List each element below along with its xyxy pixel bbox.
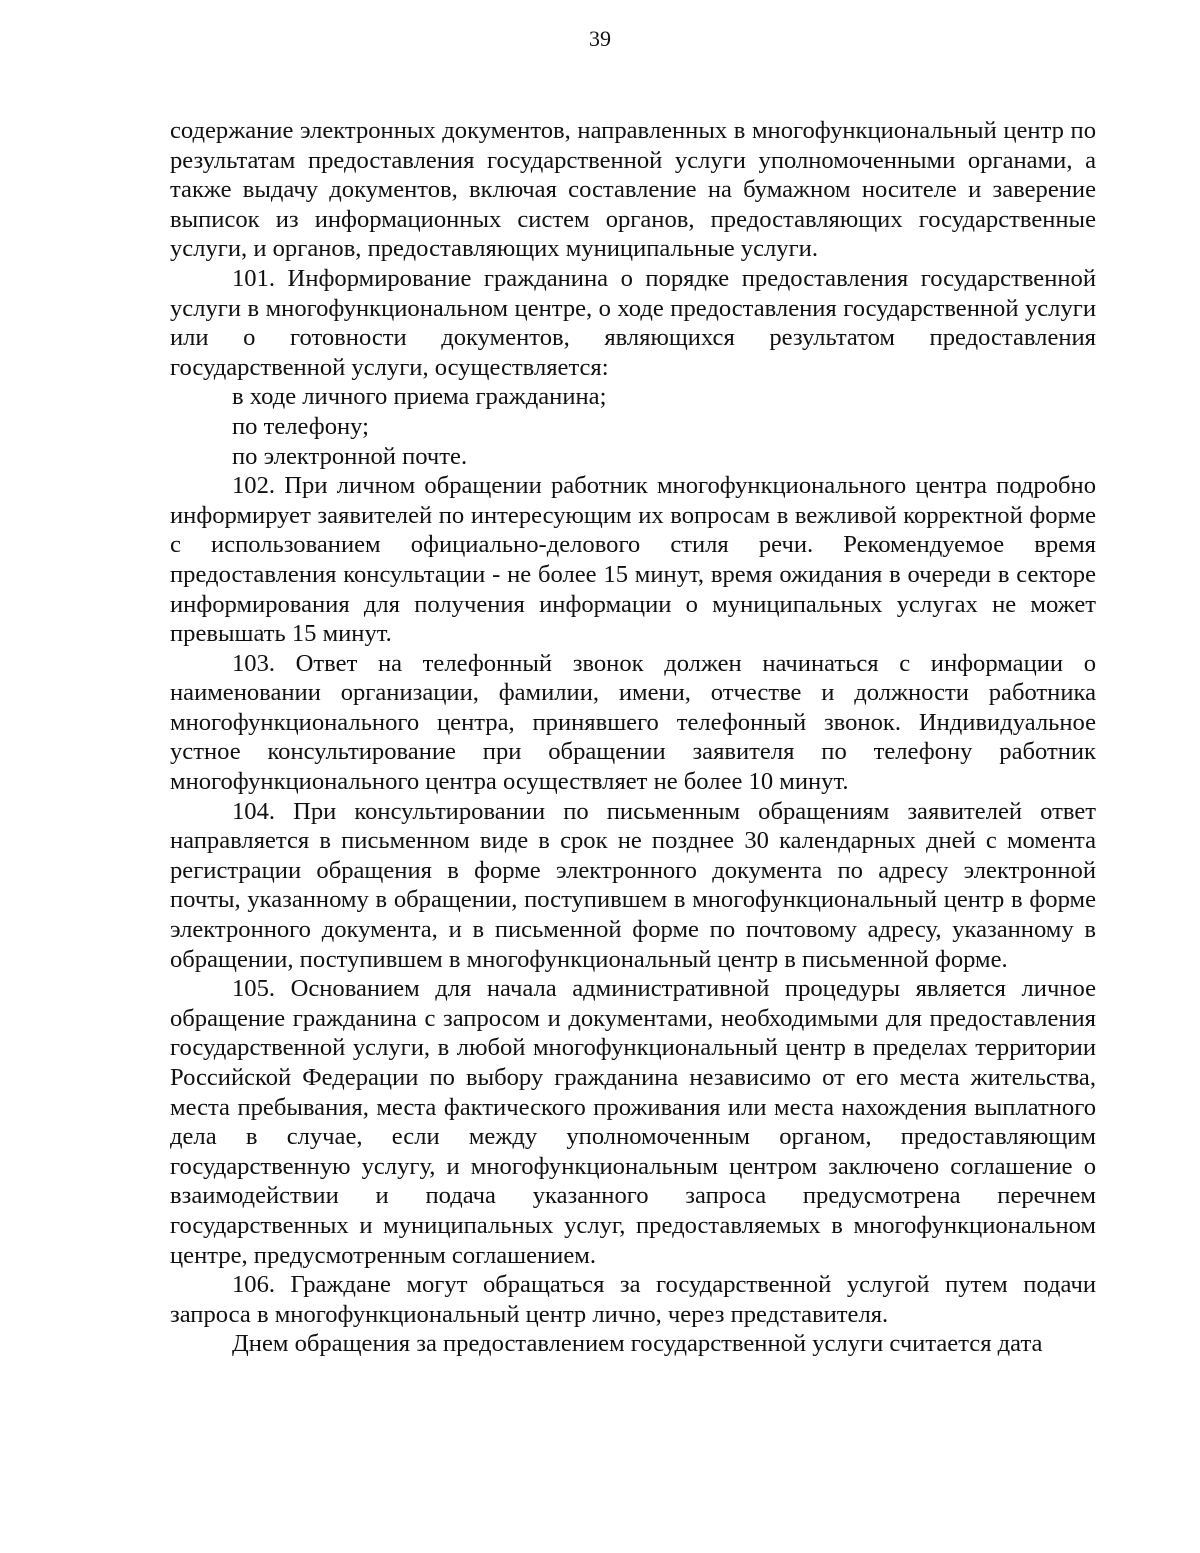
paragraph-continuation: содержание электронных документов, направленных в многофункциональный центр по результатам предоставления государственной услуги уполномоченными органами, а также выдачу документов, включая составление на бумажном носителе и заверение выписок из информационных систем органов, предоставляющих государственные услуги, и органов, предоставляющих муниципальные услуги. — [170, 117, 1096, 263]
paragraph-104: 104. При консультировании по письменным обращениям заявителей ответ направляется в письменном виде в срок не позднее 30 календарных дней с момента регистрации обращения в форме электронного документа по адресу электронной почты, указанному в обращении, поступившем в многофункциональный центр в форме электронного документа, и в письменной форме по почтовому адресу, указанному в обращении, поступившем в многофункциональный центр в письменной форме. — [170, 797, 1096, 973]
list-item-email: по электронной почте. — [232, 442, 468, 470]
page-number: 39 — [589, 26, 611, 51]
paragraph-day-of-request: Днем обращения за предоставлением государственной услуги считается дата — [232, 1330, 1043, 1358]
document-body — [170, 116, 1096, 1359]
paragraph-106: 106. Граждане могут обращаться за государственной услугой путем подачи запроса в многофункциональный центр лично, через представителя. — [170, 1271, 1096, 1328]
paragraph-101: 101. Информирование гражданина о порядке предоставления государственной услуги в многофункциональном центре, о ходе предоставления государственной услуги или о готовности документов, являющихся результатом предоставления государственной услуги, осуществляется: — [170, 264, 1096, 381]
paragraph-102: 102. При личном обращении работник многофункционального центра подробно информирует заявителей по интересующим их вопросам в вежливой корректной форме с использованием официально-делового стиля речи. Рекомендуемое время предоставления консультации - не более 15 минут, время ожидания в очереди в секторе информирования для получения информации о муниципальных услугах не может превышать 15 минут. — [170, 472, 1096, 648]
list-item-telephone: по телефону; — [232, 412, 369, 440]
paragraph-105: 105. Основанием для начала административной процедуры является личное обращение гражданина с запросом и документами, необходимыми для предоставления государственной услуги, в любой многофункциональный центр в пределах территории Российской Федерации по выбору гражданина независимо от его места жительства, места пребывания, места фактического проживания или места нахождения выплатного дела в случае, если между уполномоченным органом, предоставляющим государственную услугу, и многофункциональным центром заключено соглашение о взаимодействии и подача указанного запроса предусмотрена перечнем государственных и муниципальных услуг, предоставляемых в многофункциональном центре, предусмотренным соглашением. — [170, 975, 1096, 1269]
paragraph-103: 103. Ответ на телефонный звонок должен начинаться с информации о наименовании организации, фамилии, имени, отчестве и должности работника многофункционального центра, принявшего телефонный звонок. Индивидуальное устное консультирование при обращении заявителя по телефону работник многофункционального центра осуществляет не более 10 минут. — [170, 649, 1096, 796]
list-item-personal-reception: в ходе личного приема гражданина; — [232, 383, 607, 411]
